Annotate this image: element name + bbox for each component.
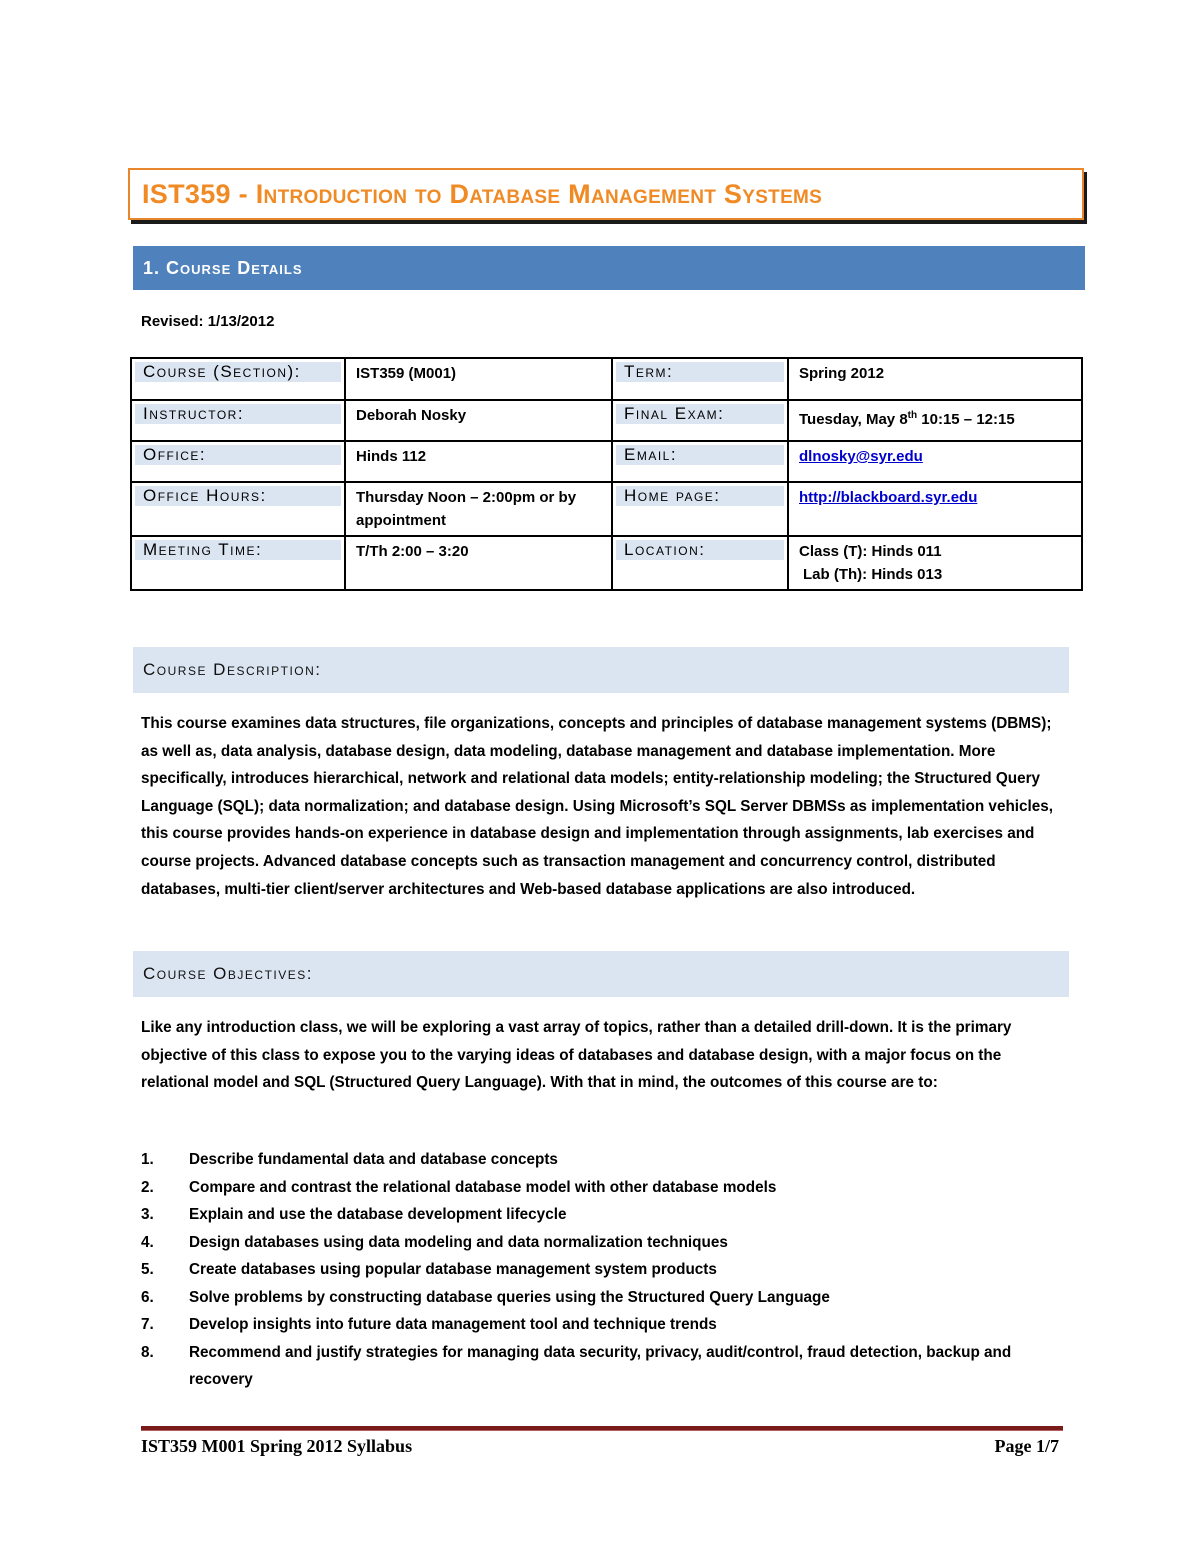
list-item-number: 2. bbox=[141, 1178, 154, 1196]
location-class: Class (T): Hinds 011 bbox=[799, 543, 942, 560]
list-item-text: Design databases using data modeling and data normalization techniques bbox=[189, 1233, 728, 1251]
list-item-text: Solve problems by constructing database queries using the Structured Query Language bbox=[189, 1288, 830, 1306]
term-label-cell bbox=[612, 358, 788, 400]
list-item bbox=[141, 1201, 1066, 1229]
course-objectives-intro: Like any introduction class, we will be exploring a vast array of topics, rather than a detailed drill-down. It is the primary objective of this class to expose you to the varying ideas of databases and database design, with a major focus on the relational model and SQL (Structured Query Language). With that in mind, the outcomes of this course are to: bbox=[141, 1019, 1012, 1092]
page-number: Page 1/7 bbox=[994, 1436, 1059, 1456]
location-label: Location: bbox=[616, 540, 784, 560]
course-section-label: Course (Section): bbox=[135, 362, 341, 382]
term-label: Term: bbox=[616, 362, 784, 382]
list-item bbox=[141, 1311, 1066, 1339]
list-item bbox=[141, 1339, 1066, 1394]
office-hours-label-cell bbox=[131, 482, 345, 536]
list-item bbox=[141, 1146, 1066, 1174]
home-page-value-cell bbox=[788, 482, 1082, 536]
document-title: IST359 - Introduction to Database Management Systems bbox=[142, 178, 823, 209]
footer-title: IST359 M001 Spring 2012 Syllabus bbox=[141, 1436, 413, 1456]
location-label-cell bbox=[612, 536, 788, 590]
final-exam-time: 10:15 – 12:15 bbox=[917, 411, 1015, 428]
email-label: Email: bbox=[616, 445, 784, 465]
office-label: Office: bbox=[135, 445, 341, 465]
office-hours-value: Thursday Noon – 2:00pm or by appointment bbox=[345, 482, 612, 536]
list-item-number: 1. bbox=[141, 1151, 154, 1168]
meeting-time-value: T/Th 2:00 – 3:20 bbox=[345, 536, 612, 590]
course-description-text: This course examines data structures, file organizations, concepts and principles of database management systems (DBMS); as well as, data analysis, database design, data modeling, database management and database implementation. More specifically, introduces hierarchical, network and relational data models; entity-relationship modeling; the Structured Query Language (SQL); data normalization; and database design. Using Microsoft’s SQL Server DBMSs as implementation vehicles, this course provides hands-on experience in database design and implementation through assignments, lab exercises and course projects. Advanced database concepts such as transaction management and concurrency control, distributed databases, multi-tier client/server architectures and Web-based database applications are also introduced. bbox=[141, 715, 1054, 898]
list-item-number: 3. bbox=[141, 1206, 154, 1223]
table-row bbox=[131, 482, 1082, 536]
list-item-text: Recommend and justify strategies for managing data security, privacy, audit/control, fraud detection, backup and recovery bbox=[189, 1343, 1012, 1388]
list-item-text: Create databases using popular database management system products bbox=[189, 1261, 717, 1278]
footer-divider bbox=[141, 1426, 1063, 1430]
revised-date: Revised: 1/13/2012 bbox=[141, 313, 275, 330]
table-row bbox=[131, 358, 1082, 400]
list-item-number: 8. bbox=[141, 1343, 154, 1361]
office-value: Hinds 112 bbox=[345, 441, 612, 482]
table-row bbox=[131, 536, 1082, 590]
list-item-number: 5. bbox=[141, 1261, 154, 1278]
office-hours-label: Office Hours: bbox=[135, 486, 341, 506]
instructor-label: Instructor: bbox=[135, 404, 341, 424]
list-item-number: 7. bbox=[141, 1316, 154, 1333]
email-value-cell bbox=[788, 441, 1082, 482]
list-item-number: 4. bbox=[141, 1233, 154, 1251]
office-label-cell bbox=[131, 441, 345, 482]
home-page-label-cell bbox=[612, 482, 788, 536]
course-details-table bbox=[130, 357, 1083, 591]
list-item-text: Compare and contrast the relational database model with other database models bbox=[189, 1178, 777, 1196]
email-label-cell bbox=[612, 441, 788, 482]
term-value: Spring 2012 bbox=[788, 358, 1082, 400]
final-exam-label: Final Exam: bbox=[616, 404, 784, 424]
list-item-text: Describe fundamental data and database concepts bbox=[189, 1151, 558, 1168]
table-row bbox=[131, 400, 1082, 441]
list-item bbox=[141, 1256, 1066, 1284]
instructor-value: Deborah Nosky bbox=[345, 400, 612, 441]
table-row bbox=[131, 441, 1082, 482]
final-exam-label-cell bbox=[612, 400, 788, 441]
location-value bbox=[788, 536, 1082, 590]
instructor-label-cell bbox=[131, 400, 345, 441]
course-section-label-cell bbox=[131, 358, 345, 400]
course-section-value: IST359 (M001) bbox=[345, 358, 612, 400]
section-heading-course-details: 1. Course Details bbox=[133, 246, 1085, 290]
list-item bbox=[141, 1229, 1066, 1257]
list-item-number: 6. bbox=[141, 1288, 154, 1306]
document-title-box bbox=[128, 168, 1084, 220]
list-item-text: Develop insights into future data management tool and technique trends bbox=[189, 1316, 717, 1333]
list-item-text: Explain and use the database development lifecycle bbox=[189, 1206, 567, 1223]
final-exam-date: Tuesday, May 8 bbox=[799, 411, 908, 428]
final-exam-value bbox=[788, 400, 1082, 441]
meeting-time-label: Meeting Time: bbox=[135, 540, 341, 560]
home-page-link[interactable]: http://blackboard.syr.edu bbox=[799, 489, 978, 506]
list-item bbox=[141, 1174, 1066, 1202]
list-item bbox=[141, 1284, 1066, 1312]
email-link[interactable]: dlnosky@syr.edu bbox=[799, 448, 923, 465]
final-exam-date-suffix: th bbox=[907, 410, 918, 421]
home-page-label: Home page: bbox=[616, 486, 784, 506]
course-objectives-heading: Course Objectives: bbox=[133, 951, 1069, 997]
location-lab: Lab (Th): Hinds 013 bbox=[803, 566, 943, 583]
meeting-time-label-cell bbox=[131, 536, 345, 590]
course-description-heading: Course Description: bbox=[133, 647, 1069, 693]
objectives-list bbox=[141, 1146, 1066, 1394]
